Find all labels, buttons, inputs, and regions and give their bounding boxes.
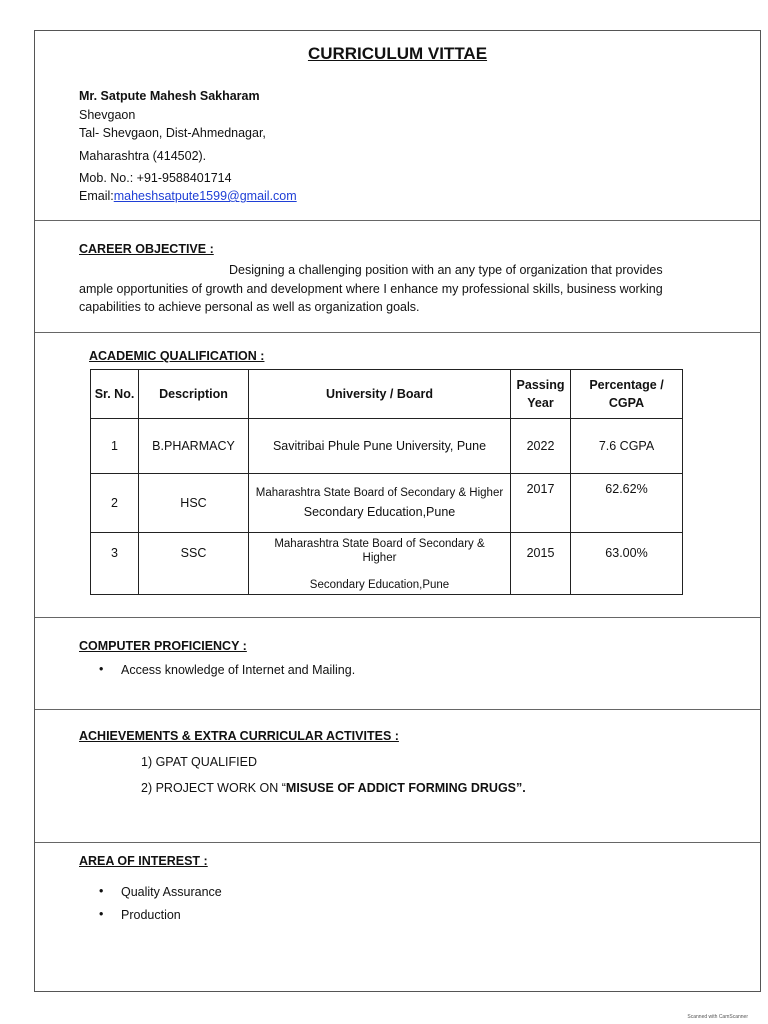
column-header: Description	[139, 370, 249, 419]
career-objective-heading: CAREER OBJECTIVE :	[79, 242, 214, 256]
score-cell: 62.62%	[571, 474, 683, 533]
table-row	[91, 474, 683, 533]
score-cell: 7.6 CGPA	[571, 419, 683, 474]
divider	[35, 220, 760, 221]
address-line-2: Tal- Shevgaon, Dist-Ahmednagar,	[79, 126, 266, 140]
objective-rest: ample opportunities of growth and development where I enhance my professional skills, business working capabilities to achieve personal as well as organization goals.	[79, 281, 663, 314]
email-link[interactable]: maheshsatpute1599@gmail.com	[113, 189, 297, 203]
sr-no-cell: 2	[91, 474, 139, 533]
university-cell: Savitribai Phule Pune University, Pune	[249, 419, 511, 474]
email-label: Email:	[79, 189, 114, 203]
area-of-interest-heading: AREA OF INTEREST :	[79, 854, 208, 868]
column-header: Percentage / CGPA	[571, 370, 683, 419]
bullet-icon: •	[99, 662, 104, 676]
achievement-item-2	[141, 781, 526, 795]
career-objective-text	[79, 261, 679, 317]
university-line: Secondary Education,Pune	[303, 505, 456, 519]
year-cell: 2022	[511, 419, 571, 474]
table-row	[91, 533, 683, 595]
academic-table	[90, 369, 683, 595]
interest-item: Quality Assurance	[121, 885, 222, 899]
column-header: University / Board	[249, 370, 511, 419]
divider	[35, 709, 760, 710]
university-cell	[249, 474, 511, 533]
year-cell: 2015	[511, 533, 571, 595]
scanner-watermark: Scanned with CamScanner	[687, 1014, 748, 1020]
resume-page	[34, 30, 761, 992]
divider	[35, 617, 760, 618]
address-line-1: Shevgaon	[79, 108, 136, 122]
divider	[35, 842, 760, 843]
mobile-number: Mob. No.: +91-9588401714	[79, 171, 232, 185]
column-header: Sr. No.	[91, 370, 139, 419]
address-line-3: Maharashtra (414502).	[79, 149, 207, 163]
bullet-icon: •	[99, 907, 104, 921]
computer-proficiency-heading: COMPUTER PROFICIENCY :	[79, 639, 247, 653]
objective-first-line: Designing a challenging position with an any type of organization that provides	[229, 263, 663, 277]
achievement-item-1: 1) GPAT QUALIFIED	[141, 755, 257, 769]
table-header-row	[91, 370, 683, 419]
score-cell: 63.00%	[571, 533, 683, 595]
achievement-prefix: 2) PROJECT WORK ON “	[141, 781, 286, 795]
description-cell: HSC	[139, 474, 249, 533]
sr-no-cell: 3	[91, 533, 139, 595]
sr-no-cell: 1	[91, 419, 139, 474]
academic-heading: ACADEMIC QUALIFICATION :	[89, 349, 265, 363]
achievement-project-title: MISUSE OF ADDICT FORMING DRUGS”.	[285, 781, 526, 795]
bullet-icon: •	[99, 884, 104, 898]
interest-item: Production	[121, 908, 181, 922]
university-cell	[249, 533, 511, 595]
table-row	[91, 419, 683, 474]
year-cell: 2017	[511, 474, 571, 533]
candidate-name: Mr. Satpute Mahesh Sakharam	[79, 89, 260, 103]
university-line: Maharashtra State Board of Secondary & Higher	[255, 487, 504, 499]
achievements-heading: ACHIEVEMENTS & EXTRA CURRICULAR ACTIVITES :	[79, 729, 399, 743]
computer-item: Access knowledge of Internet and Mailing.	[121, 663, 356, 677]
description-cell: SSC	[139, 533, 249, 595]
divider	[35, 332, 760, 333]
column-header: Passing Year	[511, 370, 571, 419]
university-line: Maharashtra State Board of Secondary & Higher	[274, 538, 485, 564]
email-row	[79, 189, 297, 203]
page-title: CURRICULUM VITTAE	[307, 44, 488, 63]
description-cell: B.PHARMACY	[139, 419, 249, 474]
university-line: Secondary Education,Pune	[309, 579, 450, 591]
